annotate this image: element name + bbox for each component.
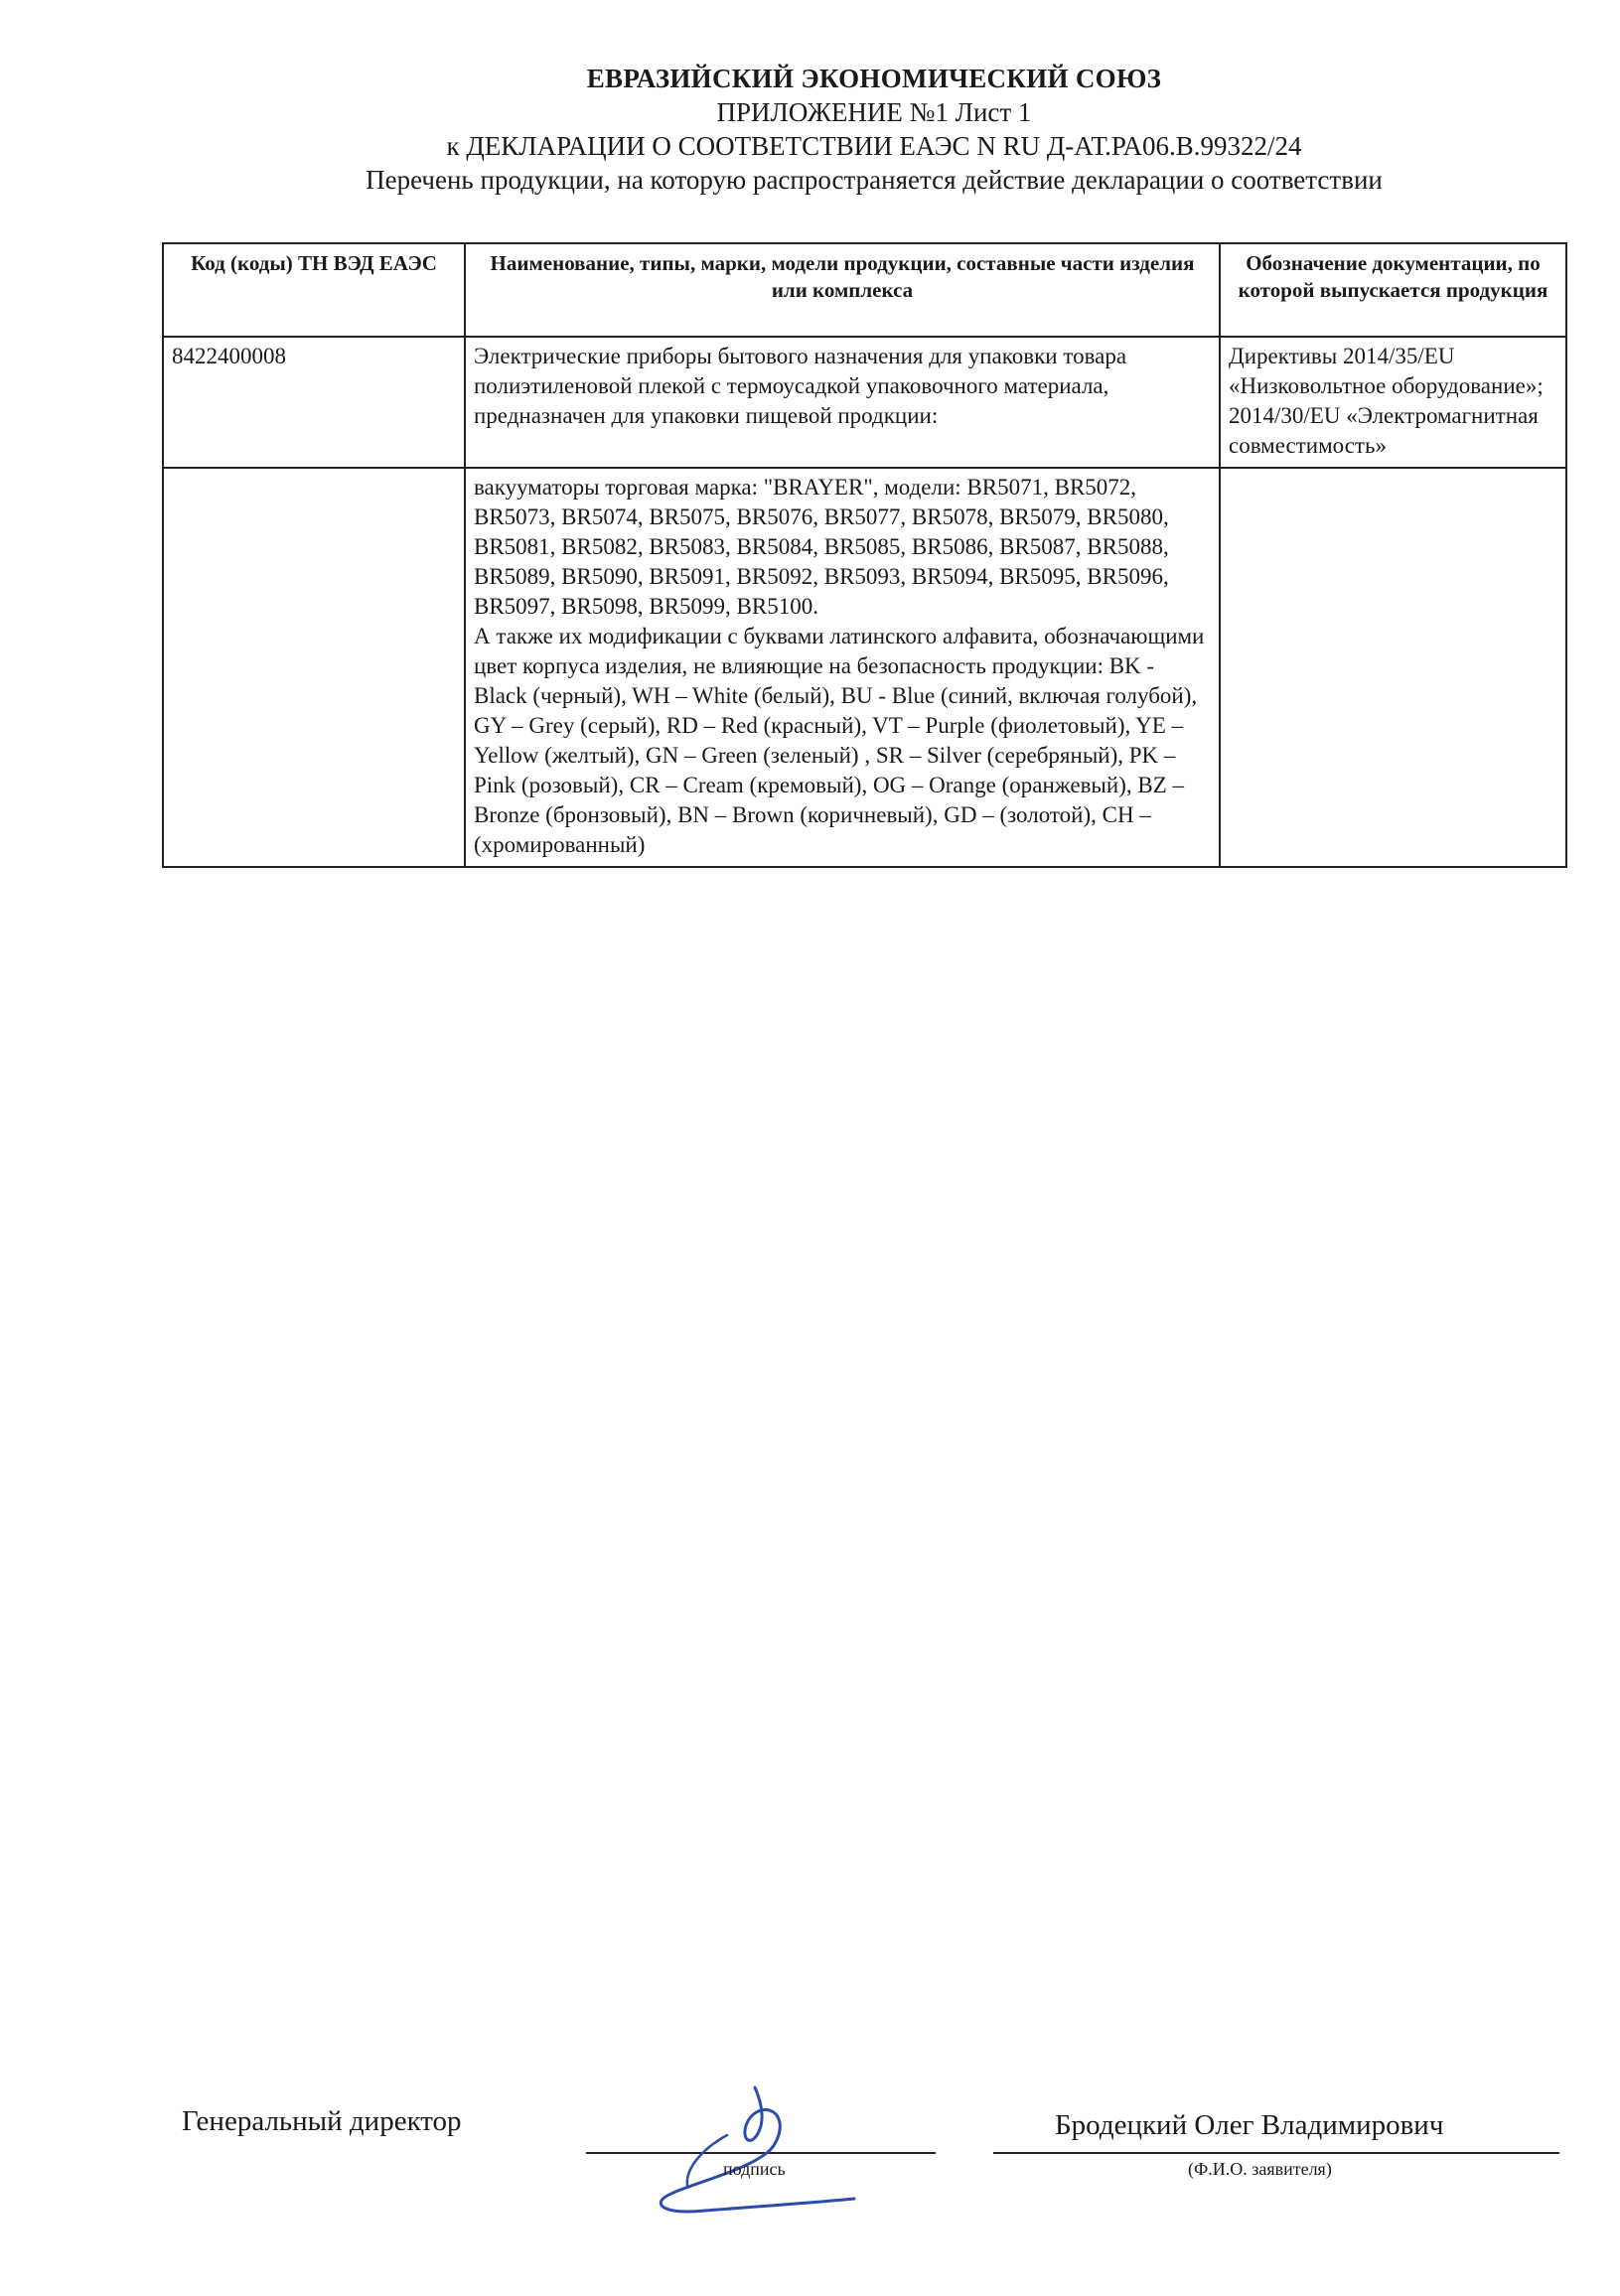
name-caption: (Ф.И.О. заявителя) <box>1188 2159 1332 2179</box>
union-title: ЕВРАЗИЙСКИЙ ЭКОНОМИЧЕСКИЙ СОЮЗ <box>586 64 1162 93</box>
cell-code: 8422400008 <box>163 337 465 468</box>
header-code: Код (коды) ТН ВЭД ЕАЭС <box>163 243 465 337</box>
name-line <box>993 2152 1559 2154</box>
document-header <box>0 62 1620 197</box>
header-name: Наименование, типы, марки, модели продукции, составные части изделия или комплекса <box>465 243 1220 337</box>
table-row <box>163 337 1566 468</box>
table-header-row <box>163 243 1566 337</box>
cell-docs: Директивы 2014/35/EU «Низковольтное оборудование»; 2014/30/EU «Электромагнитная совместимость» <box>1220 337 1566 468</box>
cell-code <box>163 468 465 867</box>
header-docs: Обозначение документации, по которой выпускается продукция <box>1220 243 1566 337</box>
table-row <box>163 468 1566 867</box>
declaration-number: к ДЕКЛАРАЦИИ О СООТВЕТСТВИИ ЕАЭС N RU Д-АТ.РА06.В.99322/24 <box>446 131 1302 161</box>
cell-docs <box>1220 468 1566 867</box>
products-table <box>162 242 1567 868</box>
cell-name: Электрические приборы бытового назначения для упаковки товара полиэтиленовой плекой с термоусадкой упаковочного материала, предназначен для упаковки пищевой продкции: <box>465 337 1220 468</box>
document-subtitle: Перечень продукции, на которую распространяется действие декларации о соответствии <box>366 165 1383 195</box>
signatory-name: Бродецкий Олег Владимирович <box>1055 2109 1444 2141</box>
models-list: вакууматоры торговая марка: "BRAYER", модели: BR5071, BR5072, BR5073, BR5074, BR5075, BR5076, BR5077, BR5078, BR5079, BR5080, BR5081, BR5082, BR5083, BR5084, BR5085, BR5086, BR5087, BR5088, BR5089, BR5090, BR5091, BR5092, BR5093, BR5094, BR5095, BR5096, BR5097, BR5098, BR5099, BR5100. <box>474 475 1169 619</box>
cell-models <box>465 468 1220 867</box>
signature-caption: подпись <box>723 2159 786 2179</box>
handwritten-signature <box>646 2076 874 2215</box>
modifications-text: А также их модификации с буквами латинского алфавита, обозначающими цвет корпуса изделия, не влияющие на безопасность продукции: BK - Black (черный), WH – White (белый), BU - Blue (синий, включая голубой), GY – Grey (серый), RD – Red (красный), VT – Purple (фиолетовый), YE – Yellow (желтый), GN – Green (зеленый) , SR – Silver (серебряный), PK – Pink (розовый), CR – Cream (кремовый), OG – Orange (оранжевый), BZ – Bronze (бронзовый), BN – Brown (коричневый), GD – (золотой), CH – (хромированный) <box>474 624 1205 857</box>
signatory-role: Генеральный директор <box>182 2105 462 2137</box>
appendix-title: ПРИЛОЖЕНИЕ №1 Лист 1 <box>716 97 1032 127</box>
